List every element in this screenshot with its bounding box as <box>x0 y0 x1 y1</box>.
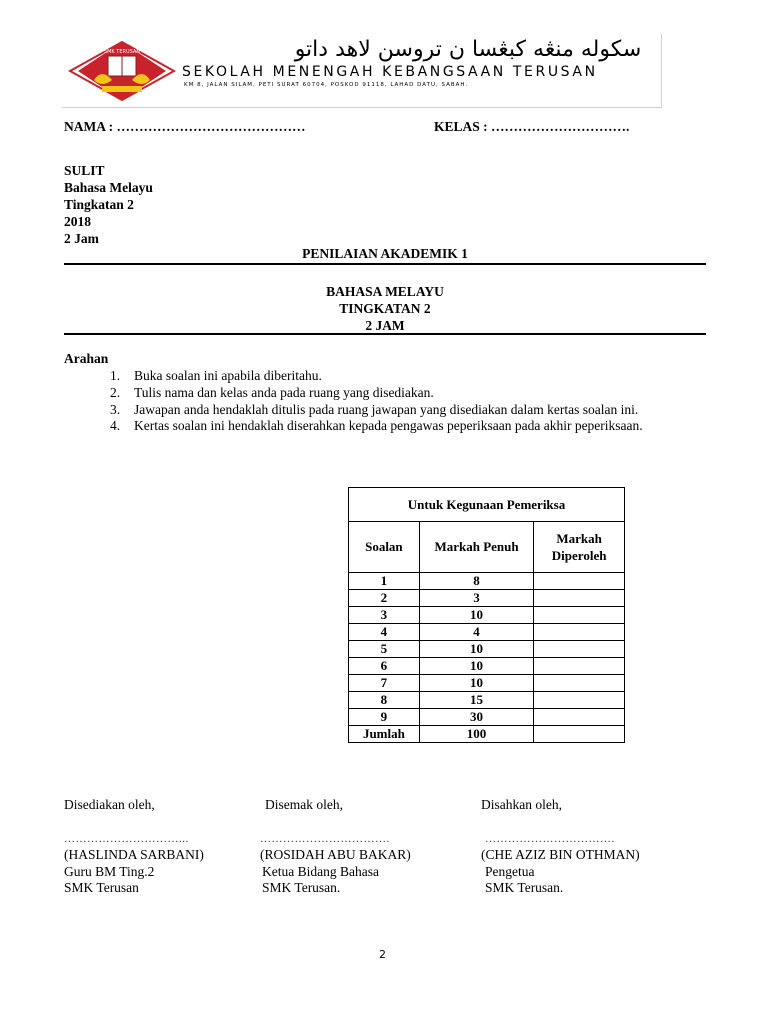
table-row: 5 10 <box>349 641 625 658</box>
table-row: 6 10 <box>349 658 625 675</box>
signature-line[interactable]: …………………………... <box>64 832 189 845</box>
school-address: KM 8, JALAN SILAM, PETI SURAT 60704, POSKOD 91118, LAHAD DATU, SABAH. <box>184 82 469 88</box>
signature-name: (CHE AZIZ BIN OTHMAN) <box>481 847 640 862</box>
divider-top <box>64 263 706 265</box>
table-row: 9 30 <box>349 709 625 726</box>
markah-input[interactable] <box>534 692 625 709</box>
signature-org: SMK Terusan <box>64 880 139 895</box>
table-row: 3 10 <box>349 607 625 624</box>
level-label: Tingkatan 2 <box>64 197 134 212</box>
instructions-list <box>110 368 710 435</box>
table-row: 2 3 <box>349 590 625 607</box>
kelas-field[interactable]: KELAS : …………………………. <box>434 119 630 134</box>
table-row: 4 4 <box>349 624 625 641</box>
signature-org: SMK Terusan. <box>485 880 564 895</box>
signature-line[interactable]: ……………………………. <box>485 832 615 845</box>
col-markah-diperoleh: Markah Diperoleh <box>534 522 625 573</box>
signature-name: (ROSIDAH ABU BAKAR) <box>260 847 411 862</box>
center-subject: BAHASA MELAYU <box>326 284 444 299</box>
signature-name: (HASLINDA SARBANI) <box>64 847 204 862</box>
duration-label: 2 Jam <box>64 231 99 246</box>
table-row: 7 10 <box>349 675 625 692</box>
markah-input[interactable] <box>534 658 625 675</box>
signature-role: Disahkan oleh, <box>481 797 562 812</box>
year-label: 2018 <box>64 214 91 229</box>
signature-line[interactable]: ……………………………. <box>260 832 390 845</box>
markah-input[interactable] <box>534 590 625 607</box>
signature-title: Guru BM Ting.2 <box>64 863 155 879</box>
sulit-label: SULIT <box>64 163 105 178</box>
markah-input[interactable] <box>534 624 625 641</box>
table-row: 1 8 <box>349 573 625 590</box>
signature-org: SMK Terusan. <box>262 880 341 895</box>
table-row-total: Jumlah 100 <box>349 726 625 743</box>
table-row: 8 15 <box>349 692 625 709</box>
instruction-item: 3. Jawapan anda hendaklah ditulis pada ruang jawapan yang disediakan dalam kertas soalan ini. <box>110 401 639 417</box>
signature-role: Disediakan oleh, <box>64 797 155 812</box>
col-markah-penuh: Markah Penuh <box>419 522 533 573</box>
nama-field[interactable]: NAMA : …………………………………… <box>64 119 306 134</box>
exam-title: PENILAIAN AKADEMIK 1 <box>302 246 468 261</box>
signature-checked <box>260 797 411 897</box>
markah-input[interactable] <box>534 573 625 590</box>
header-block <box>64 162 153 247</box>
center-duration: 2 JAM <box>365 318 405 333</box>
school-name-jawi: سکوله منڠه کبڠسا ن تروسن لاهد داتو <box>294 37 642 62</box>
signature-role: Disemak oleh, <box>265 797 343 812</box>
signature-prepared <box>64 797 204 897</box>
logo-text: SMK TERUSAN <box>103 49 141 55</box>
signature-title: Pengetua <box>485 863 535 879</box>
signature-approved <box>481 797 640 897</box>
page-number: 2 <box>379 948 386 961</box>
instructions-title: Arahan <box>64 351 109 366</box>
subject-block <box>64 283 706 334</box>
school-name: SEKOLAH MENENGAH KEBANGSAAN TERUSAN <box>182 64 598 80</box>
markah-input[interactable] <box>534 607 625 624</box>
instruction-item: 1. Buka soalan ini apabila diberitahu. <box>110 368 322 383</box>
table-title: Untuk Kegunaan Pemeriksa <box>349 488 625 522</box>
marks-table <box>348 487 625 743</box>
col-soalan: Soalan <box>349 522 420 573</box>
divider-bottom <box>64 333 706 335</box>
markah-input[interactable] <box>534 641 625 658</box>
instruction-item: 2. Tulis nama dan kelas anda pada ruang yang disediakan. <box>110 384 434 400</box>
letterhead <box>62 34 662 108</box>
center-level: TINGKATAN 2 <box>339 301 431 316</box>
school-logo <box>68 40 176 102</box>
markah-total-input[interactable] <box>534 726 625 743</box>
signature-title: Ketua Bidang Bahasa <box>262 863 379 879</box>
subject-label: Bahasa Melayu <box>64 180 153 195</box>
markah-input[interactable] <box>534 709 625 726</box>
instruction-item: 4. Kertas soalan ini hendaklah diserahkan kepada pengawas peperiksaan pada akhir peperiksaan. <box>110 418 643 434</box>
markah-input[interactable] <box>534 675 625 692</box>
